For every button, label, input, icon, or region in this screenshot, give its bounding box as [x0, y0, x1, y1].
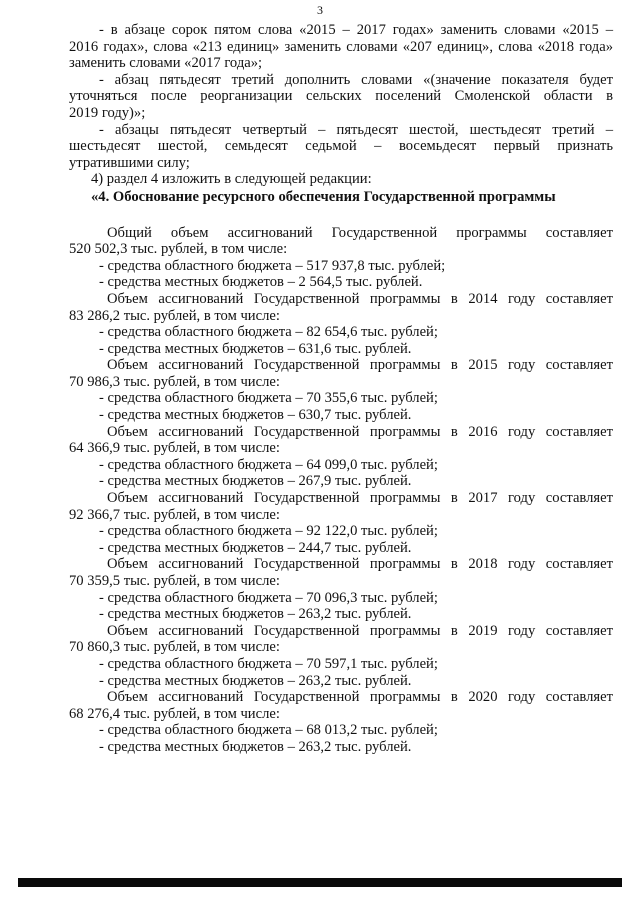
text-line: - средства местных бюджетов – 267,9 тыс. рублей. — [99, 473, 412, 490]
text-line: - абзацы пятьдесят четвертый – пятьдесят шестой, шестьдесят третий – — [99, 121, 613, 138]
text-line: 2016 годах», слова «213 единиц» заменить словами «207 единиц», слова «2018 года» — [69, 38, 613, 55]
scan-edge-bar — [18, 878, 622, 887]
document-body — [69, 22, 613, 756]
text-line: Объем ассигнований Государственной программы в 2015 году составляет — [107, 357, 613, 374]
text-line: уточняться после реорганизации сельских поселений Смоленской области в — [69, 88, 613, 105]
text-line: - средства местных бюджетов – 263,2 тыс. рублей. — [99, 606, 412, 623]
text-line: Объем ассигнований Государственной программы в 2018 году составляет — [107, 556, 613, 573]
text-line: 83 286,2 тыс. рублей, в том числе: — [69, 307, 280, 324]
text-line: - средства местных бюджетов – 630,7 тыс. рублей. — [99, 407, 412, 424]
text-line: 2019 году)»; — [69, 104, 146, 121]
text-line: - средства местных бюджетов – 244,7 тыс. рублей. — [99, 539, 412, 556]
page-number: 3 — [317, 3, 323, 17]
text-line: - средства областного бюджета – 64 099,0 тыс. рублей; — [99, 456, 438, 473]
text-line: 70 986,3 тыс. рублей, в том числе: — [69, 373, 280, 390]
text-line: - средства областного бюджета – 82 654,6 тыс. рублей; — [99, 324, 438, 341]
text-line: - средства областного бюджета – 70 096,3 тыс. рублей; — [99, 589, 438, 606]
text-line: - средства областного бюджета – 92 122,0 тыс. рублей; — [99, 523, 438, 540]
text-line: Объем ассигнований Государственной программы в 2020 году составляет — [107, 689, 613, 706]
text-line: - средства местных бюджетов – 2 564,5 тыс. рублей. — [99, 274, 423, 291]
text-line: - средства областного бюджета – 68 013,2 тыс. рублей; — [99, 722, 438, 739]
text-line: Общий объем ассигнований Государственной программы составляет — [107, 224, 613, 241]
text-line: - средства местных бюджетов – 263,2 тыс. рублей. — [99, 738, 412, 755]
text-line: утратившими силу; — [69, 154, 190, 171]
text-line: 68 276,4 тыс. рублей, в том числе: — [69, 705, 280, 722]
text-line: - средства областного бюджета – 70 355,6 тыс. рублей; — [99, 390, 438, 407]
spacer — [69, 206, 613, 225]
text-line: 70 860,3 тыс. рублей, в том числе: — [69, 639, 280, 656]
text-line: - средства местных бюджетов – 631,6 тыс. рублей. — [99, 340, 412, 357]
text-line: Объем ассигнований Государственной программы в 2017 году составляет — [107, 490, 613, 507]
text-line: Объем ассигнований Государственной программы в 2014 году составляет — [107, 290, 613, 307]
text-line: шестьдесят шестой, семьдесят седьмой – восемьдесят первый признать — [69, 138, 613, 155]
text-line: - в абзаце сорок пятом слова «2015 – 2017 годах» заменить словами «2015 – — [99, 22, 613, 38]
text-line: 4) раздел 4 изложить в следующей редакции: — [91, 171, 372, 188]
text-line: - абзац пятьдесят третий дополнить словами «(значение показателя будет — [99, 71, 613, 88]
text-line: Объем ассигнований Государственной программы в 2019 году составляет — [107, 622, 613, 639]
text-line: заменить словами «2017 года»; — [69, 55, 263, 72]
text-line: - средства местных бюджетов – 263,2 тыс. рублей. — [99, 672, 412, 689]
text-line: 64 366,9 тыс. рублей, в том числе: — [69, 440, 280, 457]
text-line: 70 359,5 тыс. рублей, в том числе: — [69, 573, 280, 589]
text-line: - средства областного бюджета – 517 937,8 тыс. рублей; — [99, 257, 446, 274]
section-heading: «4. Обоснование ресурсного обеспечения Государственной программы — [91, 188, 556, 205]
text-line: 520 502,3 тыс. рублей, в том числе: — [69, 241, 288, 258]
text-line: - средства областного бюджета – 70 597,1 тыс. рублей; — [99, 655, 438, 672]
text-line: Объем ассигнований Государственной программы в 2016 году составляет — [107, 423, 613, 440]
text-line: 92 366,7 тыс. рублей, в том числе: — [69, 506, 280, 523]
